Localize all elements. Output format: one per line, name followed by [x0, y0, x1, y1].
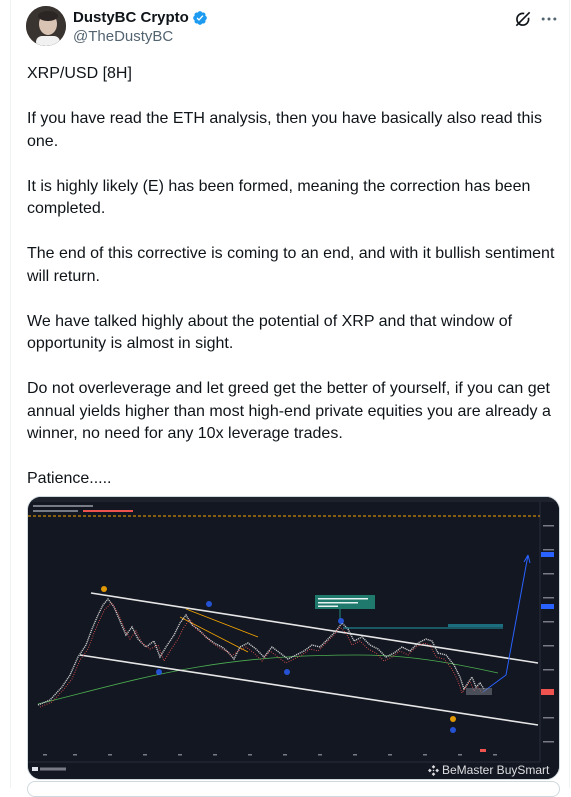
- author-display-name[interactable]: DustyBC Crypto: [73, 9, 189, 26]
- tweet-paragraph: Patience.....: [27, 470, 112, 487]
- tweet-text: [27, 63, 557, 491]
- tweet-paragraph: We have talked highly about the potential of XRP and that window of opportunity is almost in sight.: [27, 312, 513, 352]
- tweet-paragraph: If you have read the ETH analysis, then you have basically also read this one.: [27, 110, 542, 150]
- verified-badge-icon: [192, 10, 208, 26]
- tweet-paragraph: Do not overleverage and let greed get the better of yourself, if you can get annual yields higher than most high-end private equities you are already a winner, no need for any 10x leverage trades.: [27, 380, 551, 442]
- tweet-paragraph-title: XRP/USD [8H]: [27, 65, 132, 82]
- binance-logo-icon: [428, 765, 439, 776]
- timeline-divider-right: [569, 0, 570, 788]
- chart-image[interactable]: [27, 496, 560, 780]
- tweet-paragraph: It is highly likely (E) has been formed, meaning the correction has been completed.: [27, 177, 531, 217]
- author-name-row: [73, 9, 208, 26]
- next-card-edge: [27, 781, 560, 797]
- author-handle[interactable]: @TheDustyBC: [73, 28, 174, 45]
- watermark-text: BeMaster BuySmart: [442, 763, 550, 777]
- tweet-header: [26, 6, 561, 50]
- xrp-chart-graphic: [28, 497, 559, 779]
- avatar-image: [26, 6, 66, 46]
- avatar[interactable]: [26, 6, 66, 46]
- more-icon[interactable]: [539, 9, 559, 29]
- grok-icon[interactable]: [513, 9, 533, 29]
- tweet-paragraph: The end of this corrective is coming to an end, and with it bullish sentiment will return.: [27, 245, 555, 285]
- watermark: [428, 763, 549, 777]
- timeline-divider-left: [10, 0, 11, 788]
